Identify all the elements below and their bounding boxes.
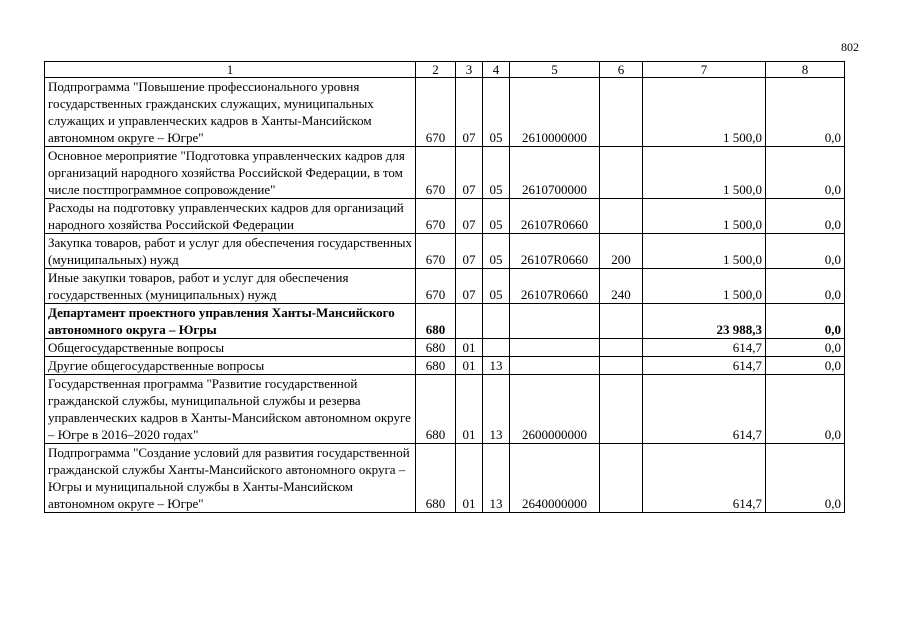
cell-admin-code: 680	[416, 357, 456, 375]
cell-amount: 1 500,0	[643, 147, 766, 199]
row-name: Основное мероприятие "Подготовка управленческих кадров для организаций народного хозяйства Российской Федерации, в том числе постпрограммное сопровождение"	[45, 147, 416, 199]
cell-amount: 1 500,0	[643, 78, 766, 147]
cell-subsection: 13	[483, 357, 510, 375]
budget-table	[44, 61, 845, 513]
cell-amount: 1 500,0	[643, 199, 766, 234]
header-cell: 7	[643, 62, 766, 78]
cell-admin-code: 670	[416, 234, 456, 269]
cell-target-article	[510, 304, 600, 339]
cell-amount: 614,7	[643, 339, 766, 357]
table-row	[45, 444, 845, 513]
table-row	[45, 199, 845, 234]
header-cell: 6	[600, 62, 643, 78]
cell-section: 01	[456, 357, 483, 375]
cell-expense-type	[600, 304, 643, 339]
header-cell: 1	[45, 62, 416, 78]
cell-admin-code: 680	[416, 304, 456, 339]
cell-section: 01	[456, 375, 483, 444]
cell-amount-subvention: 0,0	[766, 199, 845, 234]
cell-expense-type	[600, 78, 643, 147]
cell-admin-code: 670	[416, 199, 456, 234]
cell-amount-subvention: 0,0	[766, 78, 845, 147]
header-cell: 5	[510, 62, 600, 78]
cell-amount-subvention: 0,0	[766, 234, 845, 269]
cell-section: 07	[456, 147, 483, 199]
cell-expense-type	[600, 339, 643, 357]
cell-expense-type	[600, 444, 643, 513]
row-name: Департамент проектного управления Ханты-Мансийского автономного округа – Югры	[45, 304, 416, 339]
cell-subsection	[483, 304, 510, 339]
cell-target-article: 2610000000	[510, 78, 600, 147]
cell-admin-code: 680	[416, 339, 456, 357]
cell-admin-code: 680	[416, 444, 456, 513]
cell-admin-code: 670	[416, 147, 456, 199]
cell-expense-type: 200	[600, 234, 643, 269]
cell-admin-code: 680	[416, 375, 456, 444]
cell-subsection: 05	[483, 199, 510, 234]
row-name: Подпрограмма "Повышение профессионального уровня государственных гражданских служащих, муниципальных служащих и управленческих кадров в Ханты-Мансийском автономном округе – Югре"	[45, 78, 416, 147]
cell-amount-subvention: 0,0	[766, 147, 845, 199]
cell-section: 07	[456, 78, 483, 147]
cell-expense-type	[600, 357, 643, 375]
cell-amount: 614,7	[643, 444, 766, 513]
cell-amount-subvention: 0,0	[766, 444, 845, 513]
table-row	[45, 357, 845, 375]
cell-subsection: 13	[483, 444, 510, 513]
cell-section: 01	[456, 444, 483, 513]
table-row	[45, 147, 845, 199]
header-cell: 4	[483, 62, 510, 78]
cell-target-article: 26107R0660	[510, 269, 600, 304]
header-cell: 2	[416, 62, 456, 78]
cell-amount-subvention: 0,0	[766, 339, 845, 357]
cell-expense-type	[600, 199, 643, 234]
cell-subsection: 05	[483, 234, 510, 269]
cell-subsection: 05	[483, 78, 510, 147]
cell-subsection	[483, 339, 510, 357]
cell-admin-code: 670	[416, 269, 456, 304]
header-cell: 3	[456, 62, 483, 78]
page-number: 802	[841, 40, 859, 54]
row-name: Расходы на подготовку управленческих кадров для организаций народного хозяйства Российской Федерации	[45, 199, 416, 234]
cell-amount-subvention: 0,0	[766, 304, 845, 339]
cell-amount-subvention: 0,0	[766, 357, 845, 375]
table-row	[45, 78, 845, 147]
cell-subsection: 05	[483, 269, 510, 304]
cell-section: 07	[456, 199, 483, 234]
table-row-department	[45, 304, 845, 339]
row-name: Другие общегосударственные вопросы	[45, 357, 416, 375]
cell-amount: 614,7	[643, 375, 766, 444]
cell-section	[456, 304, 483, 339]
cell-amount: 1 500,0	[643, 234, 766, 269]
row-name: Государственная программа "Развитие государственной гражданской службы, муниципальной службы и резерва управленческих кадров в Ханты-Мансийском автономном округе – Югре в 2016–2020 годах"	[45, 375, 416, 444]
cell-admin-code: 670	[416, 78, 456, 147]
cell-amount-subvention: 0,0	[766, 269, 845, 304]
cell-target-article: 2610700000	[510, 147, 600, 199]
table-header-row	[45, 62, 845, 78]
cell-subsection: 13	[483, 375, 510, 444]
table-row	[45, 375, 845, 444]
cell-amount: 614,7	[643, 357, 766, 375]
cell-target-article: 2600000000	[510, 375, 600, 444]
cell-expense-type	[600, 375, 643, 444]
table-row	[45, 339, 845, 357]
cell-target-article: 26107R0660	[510, 234, 600, 269]
cell-section: 01	[456, 339, 483, 357]
row-name: Иные закупки товаров, работ и услуг для обеспечения государственных (муниципальных) нужд	[45, 269, 416, 304]
cell-section: 07	[456, 234, 483, 269]
cell-target-article	[510, 357, 600, 375]
cell-target-article: 26107R0660	[510, 199, 600, 234]
table-row	[45, 234, 845, 269]
row-name: Общегосударственные вопросы	[45, 339, 416, 357]
row-name: Подпрограмма "Создание условий для развития государственной гражданской службы Ханты-Мансийского автономного округа – Югры и муниципальной службы в Ханты-Мансийском автономном округе – Югре"	[45, 444, 416, 513]
cell-target-article	[510, 339, 600, 357]
table-row	[45, 269, 845, 304]
cell-target-article: 2640000000	[510, 444, 600, 513]
cell-section: 07	[456, 269, 483, 304]
row-name: Закупка товаров, работ и услуг для обеспечения государственных (муниципальных) нужд	[45, 234, 416, 269]
cell-expense-type: 240	[600, 269, 643, 304]
cell-amount: 23 988,3	[643, 304, 766, 339]
cell-subsection: 05	[483, 147, 510, 199]
cell-amount-subvention: 0,0	[766, 375, 845, 444]
cell-amount: 1 500,0	[643, 269, 766, 304]
cell-expense-type	[600, 147, 643, 199]
header-cell: 8	[766, 62, 845, 78]
